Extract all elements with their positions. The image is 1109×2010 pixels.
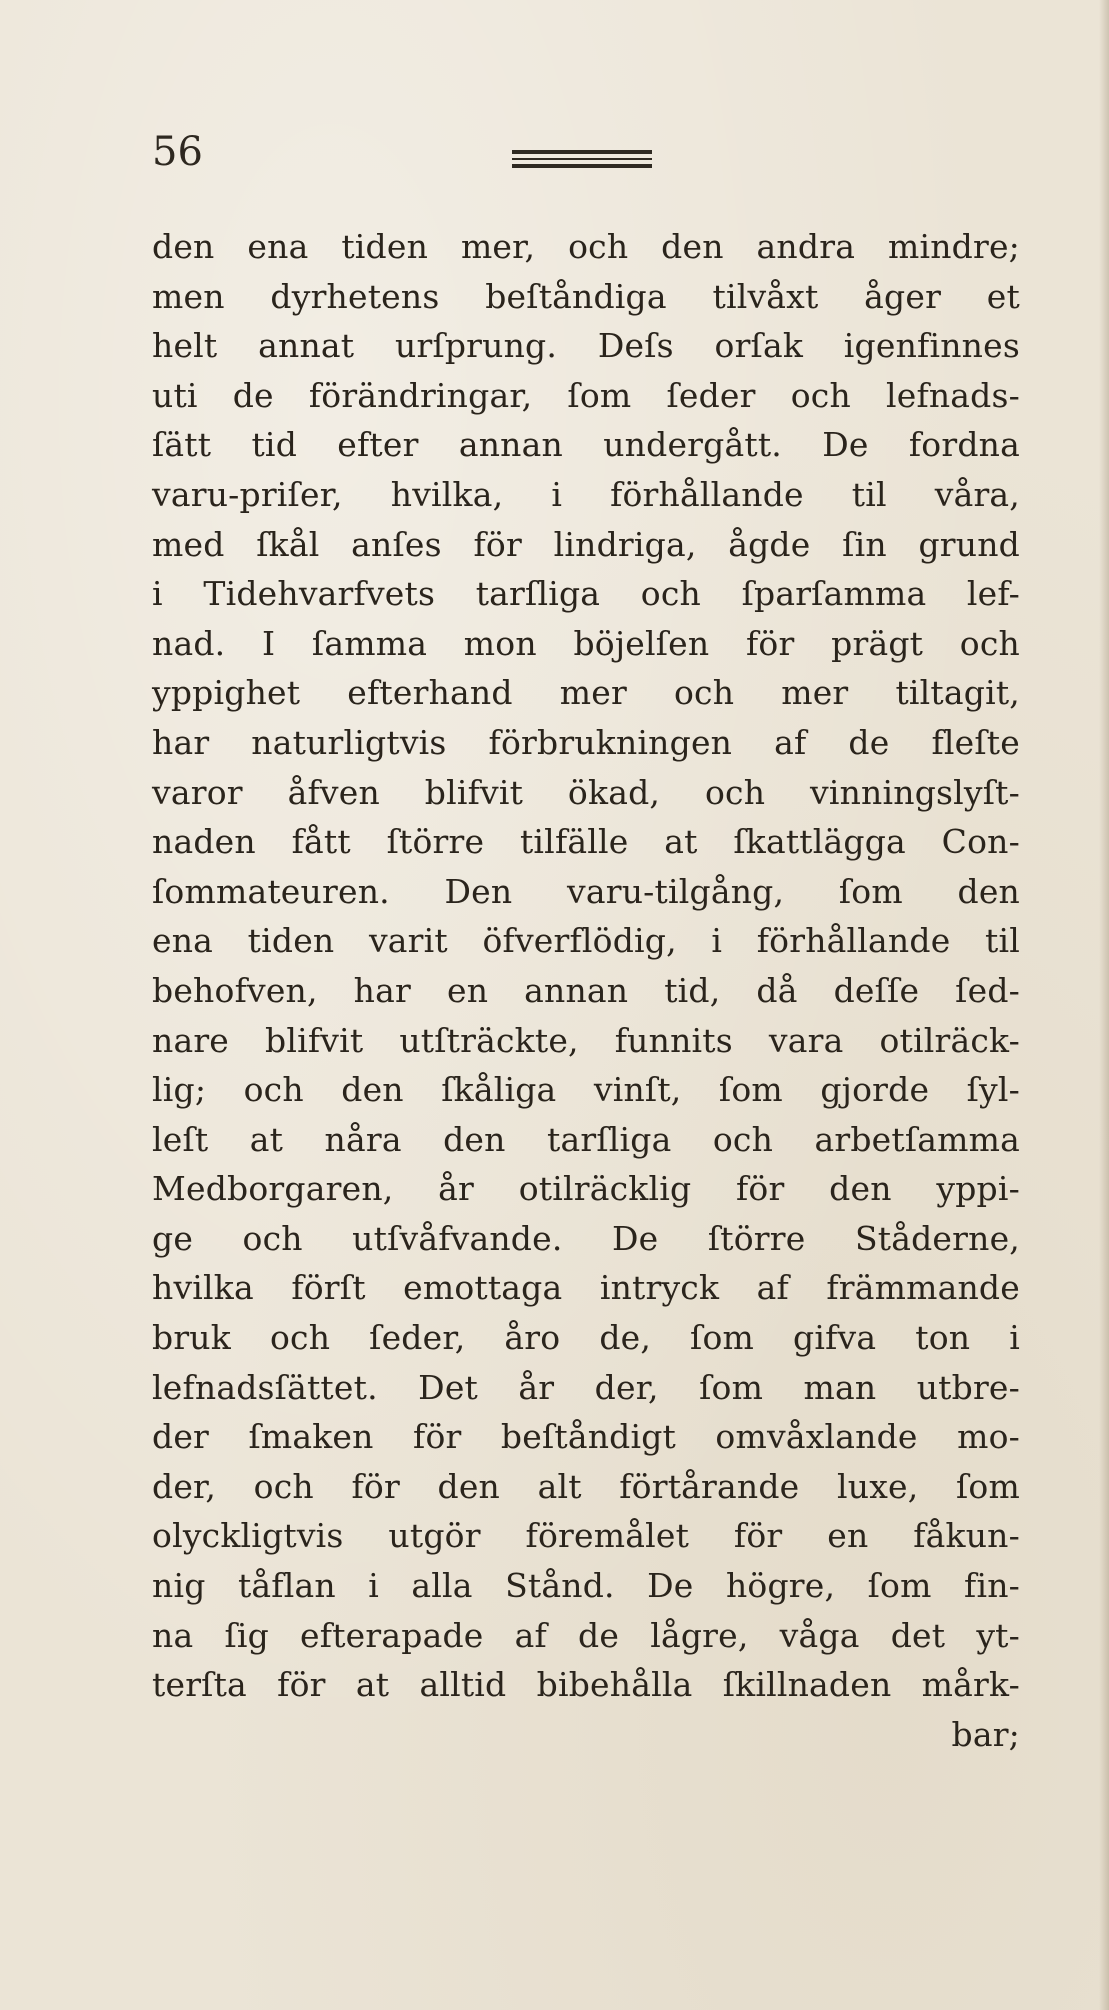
page-edge-shadow — [1099, 0, 1109, 2010]
text-line: bruk och ſeder, åro de, ſom gifva ton i — [152, 1318, 1020, 1358]
text-line: olyckligtvis utgör föremålet för en fåkun- — [152, 1516, 1020, 1556]
catchword: bar; — [951, 1714, 1020, 1754]
text-line: varor åfven blifvit ökad, och vinningslyſt- — [152, 772, 1020, 812]
text-line: har naturligtvis förbrukningen af de fleſte — [152, 722, 1020, 762]
text-line: ſätt tid efter annan undergått. De fordna — [152, 425, 1020, 465]
text-line: leſt at nåra den tarſliga och arbetſamma — [152, 1119, 1020, 1159]
text-line: nare blifvit utſträckte, funnits vara otilräck- — [152, 1020, 1020, 1060]
text-line: naden fått ſtörre tilfälle at ſkattlägga Con- — [152, 822, 1020, 862]
header-rule-ornament — [512, 150, 652, 166]
text-line: lefnadsſättet. Det år der, ſom man utbre- — [152, 1367, 1020, 1407]
text-line: lig; och den ſkåliga vinſt, ſom gjorde ſyl- — [152, 1070, 1020, 1110]
text-line: ena tiden varit öfverflödig, i förhållande til — [152, 921, 1020, 961]
text-line: ge och utſvåfvande. De ſtörre Ståderne, — [152, 1218, 1020, 1258]
text-line: uti de förändringar, ſom ſeder och lefnads- — [152, 375, 1020, 415]
text-line: i Tidehvarfvets tarſliga och ſparſamma lef- — [152, 574, 1020, 614]
text-line: men dyrhetens beſtåndiga tilvåxt åger et — [152, 276, 1020, 316]
text-line: med ſkål anſes för lindriga, ågde ſin grund — [152, 524, 1020, 564]
body-text — [152, 222, 1020, 1759]
text-line: na ſig efterapade af de lågre, våga det yt- — [152, 1615, 1020, 1655]
text-line: helt annat urſprung. Deſs orſak igenfinnes — [152, 326, 1020, 366]
page-number: 56 — [152, 129, 203, 175]
text-line: yppighet efterhand mer och mer tiltagit, — [152, 673, 1020, 713]
text-line: der, och för den alt förtårande luxe, ſom — [152, 1466, 1020, 1506]
text-line: varu-priſer, hvilka, i förhållande til våra, — [152, 474, 1020, 514]
text-line: Medborgaren, år otilräcklig för den yppi- — [152, 1169, 1020, 1209]
text-line: terſta för at alltid bibehålla ſkillnaden mårk- — [152, 1665, 1020, 1705]
text-line: hvilka förſt emottaga intryck af främmande — [152, 1268, 1020, 1308]
text-line: den ena tiden mer, och den andra mindre; — [152, 227, 1020, 266]
text-line: der ſmaken för beſtåndigt omvåxlande mo- — [152, 1417, 1020, 1457]
text-line: nig tåflan i alla Stånd. De högre, ſom fin- — [152, 1566, 1020, 1606]
text-line: nad. I ſamma mon böjelſen för prägt och — [152, 623, 1020, 663]
text-line: ſommateuren. Den varu-tilgång, ſom den — [152, 871, 1020, 911]
text-line: behofven, har en annan tid, då deſſe ſed- — [152, 970, 1020, 1010]
